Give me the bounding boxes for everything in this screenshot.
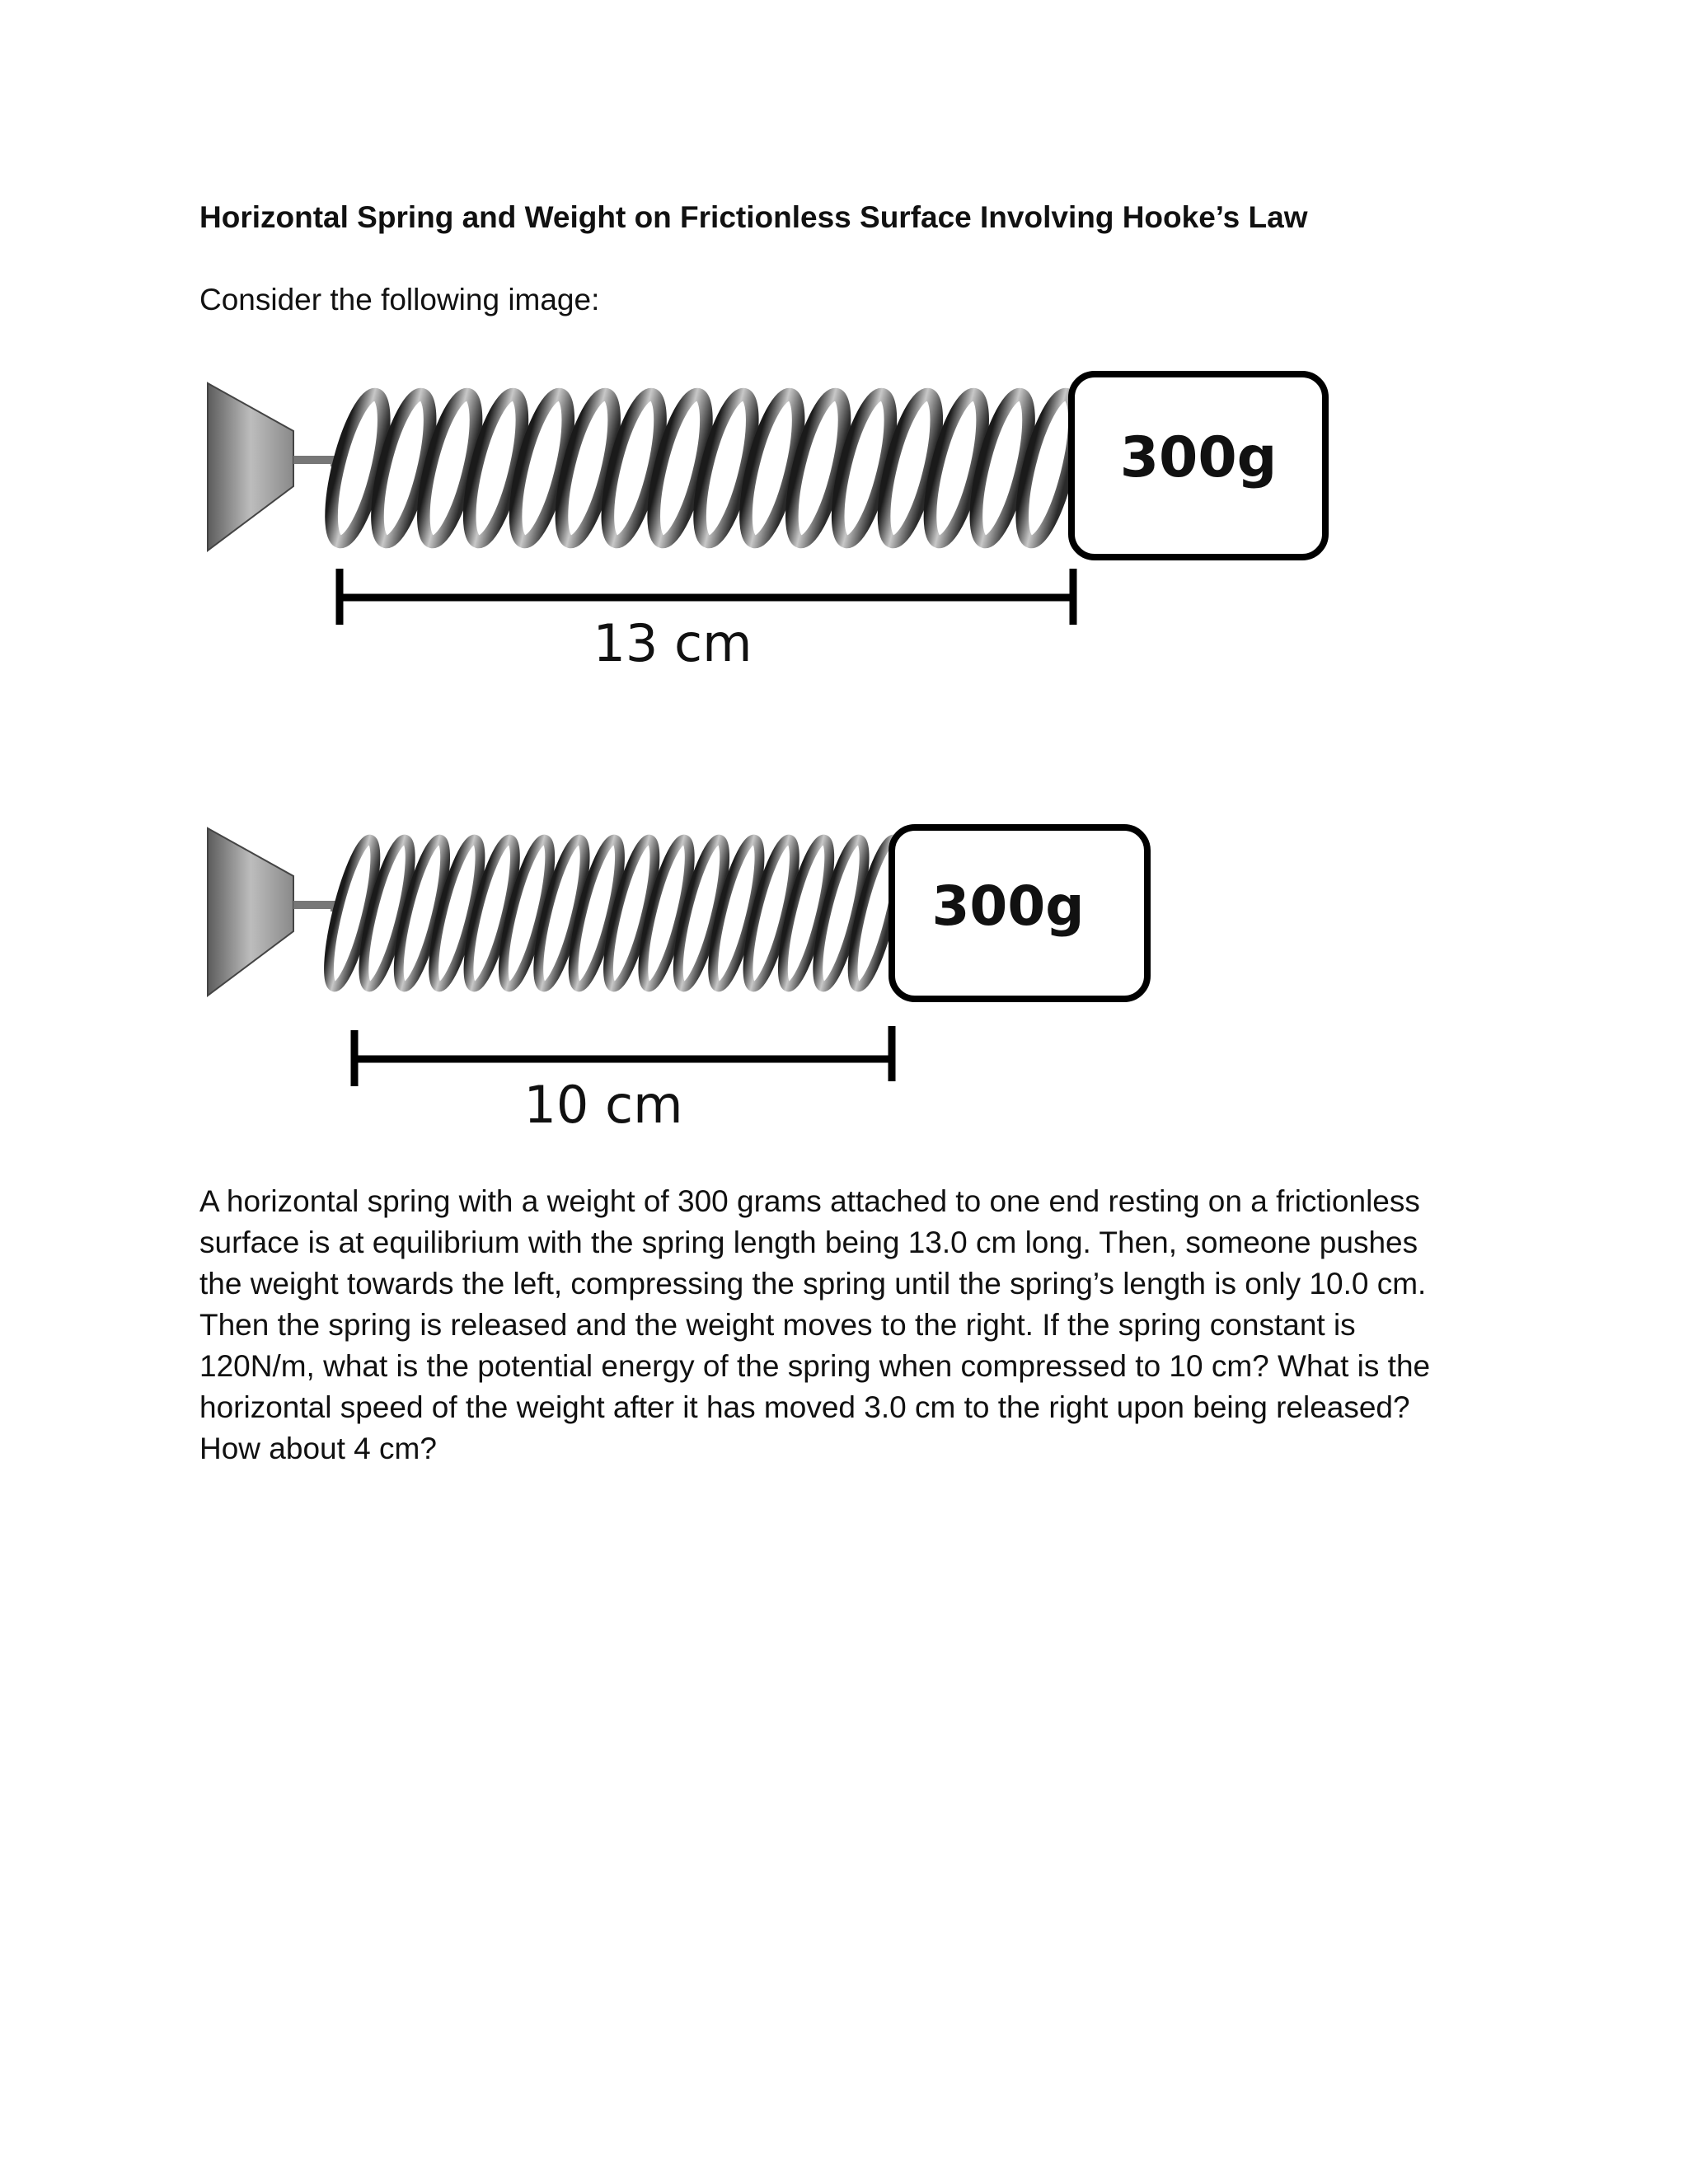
spring-diagram bbox=[196, 363, 1350, 684]
spring-figure-equilibrium bbox=[196, 363, 1350, 684]
spring-diagram bbox=[196, 808, 1350, 1137]
length-label: 10 cm bbox=[523, 1075, 683, 1135]
mass-label: 300g bbox=[1119, 425, 1278, 490]
problem-line: 120N/m, what is the potential energy of the spring when compressed to 10 cm? What is the bbox=[199, 1349, 1431, 1383]
problem-text bbox=[199, 1181, 1502, 1469]
length-label: 13 cm bbox=[593, 613, 753, 673]
wall-mount-icon bbox=[208, 828, 293, 996]
wall-mount-icon bbox=[208, 383, 293, 551]
intro-text: Consider the following image: bbox=[199, 283, 600, 316]
spring-connector bbox=[293, 905, 335, 912]
problem-line: the weight towards the left, compressing the spring until the spring’s length is only 10.0 cm. bbox=[199, 1267, 1427, 1301]
spring-coils bbox=[321, 390, 1085, 546]
spring-connector bbox=[293, 460, 335, 466]
spring-coils bbox=[320, 836, 909, 990]
document-title: Horizontal Spring and Weight on Frictionless Surface Involving Hooke’s Law bbox=[199, 200, 1308, 234]
problem-line: Then the spring is released and the weight moves to the right. If the spring constant is bbox=[199, 1308, 1356, 1342]
mass-label: 300g bbox=[931, 874, 1085, 938]
spring-figure-compressed bbox=[196, 808, 1350, 1137]
problem-line: surface is at equilibrium with the spring length being 13.0 cm long. Then, someone pushes bbox=[199, 1226, 1418, 1259]
problem-line: How about 4 cm? bbox=[199, 1432, 437, 1465]
problem-line: A horizontal spring with a weight of 300 grams attached to one end resting on a frictionless bbox=[199, 1184, 1420, 1218]
problem-line: horizontal speed of the weight after it has moved 3.0 cm to the right upon being released? bbox=[199, 1390, 1410, 1424]
